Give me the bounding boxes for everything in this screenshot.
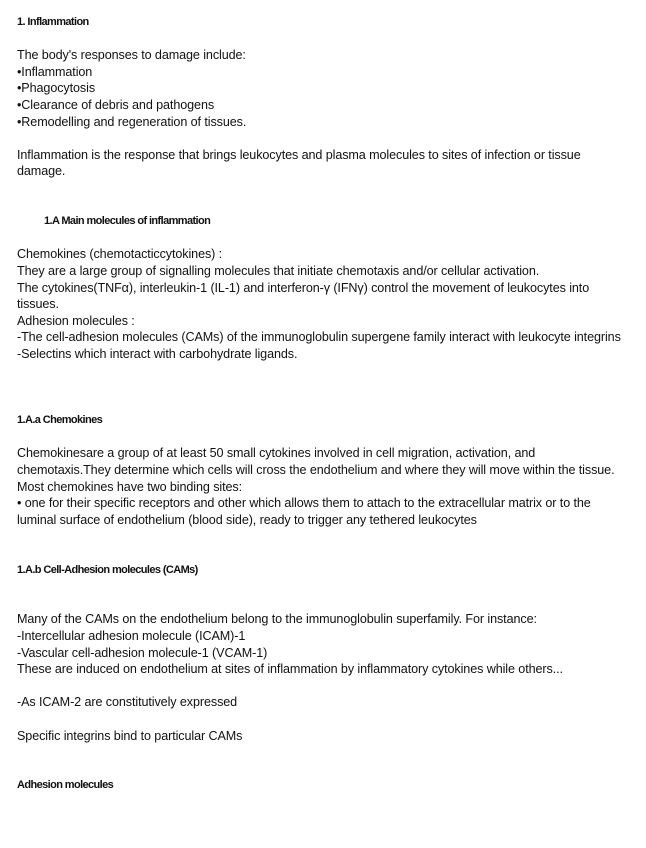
cams-intro: Many of the CAMs on the endothelium belong to the immunoglobulin superfamily. For instance: [17,612,537,627]
inflammation-definition: Inflammation is the response that brings leukocytes and plasma molecules to sites of infection or tissue damage. [17,147,581,179]
adhesion-molecules-label: Adhesion molecules : [17,313,135,328]
document-page [17,14,632,794]
cytokines-description: The cytokines(TNFα), interleukin-1 (IL-1) and interferon-γ (IFNγ) control the movement of leukocytes into tissues. [17,280,590,312]
bullet-remodelling: •Remodelling and regeneration of tissues. [17,114,247,129]
responses-intro: The body's responses to damage include: [17,48,246,63]
cams-integrins-text: Specific integrins bind to particular CAMs [17,728,243,743]
section-heading-inflammation: 1. Inflammation [17,16,89,28]
cams-induced-text: These are induced on endothelium at sites of inflammation by inflammatory cytokines while others... [17,662,563,677]
adhesion-item-cams: -The cell-adhesion molecules (CAMs) of the immunoglobulin supergene family interact with leukocyte integrins [17,330,621,345]
chemokines-binding-bullet: • one for their specific receptors and other which allows them to attach to the extracellular matrix or to the luminal surface of endothelium (blood side), ready to trigger any tethered leukocytes [17,496,591,527]
section-heading-main-molecules: 1.A Main molecules of inflammation [44,215,211,228]
chemokines-paragraph: Chemokinesare a group of at least 50 small cytokines involved in cell migration, activation, and chemotaxis.They determine which cells will cross the endothelium and where they will move within the tissue. Most chemokines have two binding sites: [17,446,615,494]
cams-icam2-text: -As ICAM-2 are constitutively expressed [17,695,238,710]
bullet-clearance: •Clearance of debris and pathogens [17,97,215,112]
section-heading-cams: 1.A.b Cell-Adhesion molecules (CAMs) [17,563,198,576]
cams-item-vcam1: -Vascular cell-adhesion molecule-1 (VCAM-1) [17,645,268,660]
chemokines-description: They are a large group of signalling molecules that initiate chemotaxis and/or cellular activation. [17,263,540,278]
section-heading-adhesion-molecules: Adhesion molecules [17,779,114,792]
adhesion-item-selectins: -Selectins which interact with carbohydrate ligands. [17,346,298,361]
cams-item-icam1: -Intercellular adhesion molecule (ICAM)-1 [17,628,246,643]
section-heading-chemokines: 1.A.a Chemokines [17,414,103,427]
bullet-phagocytosis: •Phagocytosis [17,81,96,96]
bullet-inflammation: •Inflammation [17,64,93,79]
chemokines-label: Chemokines (chemotacticcytokines) : [17,247,223,262]
